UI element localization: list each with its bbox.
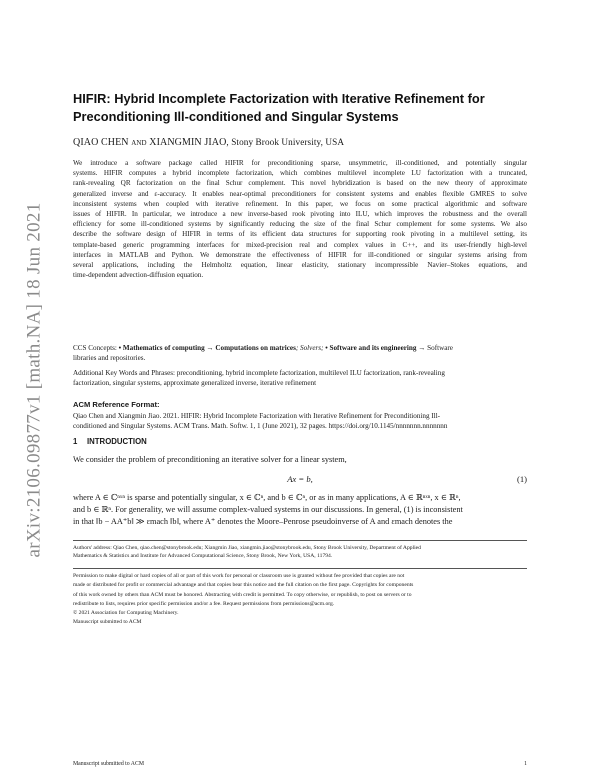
equation-1 [73, 474, 527, 486]
arxiv-stamp: arXiv:2106.09877v1 [math.NA] 18 Jun 2021 [24, 202, 45, 558]
abstract-line: issues of HIFIR. In particular, we introduce a new inverse-based rook pivoting into ILU, which improves the robustness and the overall [73, 210, 527, 219]
permission-notice: Permission to make digital or hard copies of all or part of this work for personal or classroom use is granted without fee provided that copies are not made or distributed for profit or commercial advantage and that copies bear this notice and the full citation on the first page. Copyrights for components of this work owned by others than ACM must be honored. Abstracting with credit is permitted. To copy otherwise, or republish, to post on servers or to redistribute to lists, requires prior specific permission and/or a fee. Request permissions from permissions@acm.org. © 2021 Association for Computing Machinery. Manuscript submitted to ACM [73, 573, 414, 626]
abstract-line: rank-revealing QR factorization on the final Schur complement. This novel hybridization is based on the new theory of approximate [73, 179, 527, 188]
abstract-line: generalized inverse and ε-accuracy. It enables near-optimal preconditioners for consistent systems and enables flexible GMRES to solve [73, 189, 527, 198]
author-names: QIAO CHEN and XIANGMIN JIAO [73, 137, 227, 148]
abstract [73, 158, 527, 280]
abstract-line: time-dependent advection-diffusion equation. [73, 271, 204, 280]
abstract-line: several applications, including the Helmholtz equation, linear elasticity, stationary incompressible Navier–Stokes equations, and [73, 261, 527, 270]
paper-title: HIFIR: Hybrid Incomplete Factorization with Iterative Refinement for Preconditioning Ill-conditioned and Singular Systems [73, 91, 485, 124]
author-line [73, 137, 527, 148]
section-heading [73, 437, 527, 446]
permission-divider [73, 568, 527, 569]
abstract-line: We introduce a software package called HIFIR for preconditioning sparse, unsymmetric, ill-conditioned, and potentially singular [73, 159, 527, 167]
section-title: INTRODUCTION [87, 437, 147, 446]
footnote-divider [73, 540, 527, 541]
intro-paragraph: We consider the problem of preconditioning an iterative solver for a linear system, [73, 455, 347, 464]
abstract-line: systems. HIFIR computes a hybrid incomplete factorization, which combines multilevel incomplete LU factorization with a truncated, [73, 169, 527, 178]
keywords: Additional Key Words and Phrases: preconditioning, hybrid incomplete factorization, multilevel ILU factorization, rank-revealing factorization, singular systems, approximate generalized inverse, iterative refinement [73, 369, 445, 388]
author-affiliation: , Stony Brook University, USA [226, 137, 345, 147]
intro-paragraph-2: where A ∈ ℂⁿˣⁿ is sparse and potentially singular, x ∈ ℂⁿ, and b ∈ ℂⁿ, or as in many applications, A ∈ ℝⁿˣⁿ, x ∈ ℝⁿ, and b ∈ ℝⁿ. For generality, we will assume complex-valued systems in our discussions. In general, (1) is inconsistent in that ‖b − AA⁺b‖ ≫ εmach ‖b‖, where A⁺ denotes the Moore–Penrose pseudoinverse of A and εmach denotes the [73, 493, 463, 526]
authors-address-note: Authors' address: Qiao Chen, qiao.chen@stonybrook.edu; Xiangmin Jiao, xiangmin.jiao@stonybrook.edu, Stony Brook University, Department of Applied Mathematics & Statistics and Institute for Advanced Computational Science, Stony Brook, New York, USA, 11794. [73, 545, 421, 559]
abstract-line: inconsistent systems when coupled with iterative refinement. In this paper, we focus on some practical algorithmic and software [73, 199, 527, 208]
reference-heading: ACM Reference Format: [73, 400, 160, 409]
footer-note: Manuscript submitted to ACM [73, 761, 145, 767]
equation-body: Ax = b, [287, 474, 313, 484]
abstract-line: efficiency for some ill-conditioned systems by significantly reducing the size of the final Schur complement for some systems. We also [73, 220, 527, 229]
section-number: 1 [73, 437, 78, 446]
page-footer [73, 761, 527, 767]
reference-format: Qiao Chen and Xiangmin Jiao. 2021. HIFIR: Hybrid Incomplete Factorization with Iterative Refinement for Preconditioning Ill- conditioned and Singular Systems. ACM Trans. Math. Softw. 1, 1 (June 2021), 32 pages. https://doi.org/10.1145/nnnnnnn.nnnnnnn [73, 411, 527, 431]
equation-number: (1) [516, 474, 527, 484]
ccs-concepts: CCS Concepts: • Mathematics of computing → Computations on matrices; Solvers; • Software and its engineering → Software libraries and repositories. [73, 344, 453, 363]
abstract-line: describe the software design of HIFIR in terms of its efficient data structures for supporting rook pivoting in a multilevel setting, its [73, 230, 527, 239]
doi-link[interactable]: conditioned and Singular Systems. ACM Trans. Math. Softw. 1, 1 (June 2021), 32 pages. https://doi.org/10.1145/nnnnnnn.nnnnnnn [73, 422, 448, 431]
abstract-line: interfaces in MATLAB and Python. We demonstrate the effectiveness of HIFIR for ill-conditioned or singular systems arising from [73, 250, 527, 259]
abstract-line: template-based generic programming interfaces for mixed-precision real and complex values in C++, and its user-friendly high-level [73, 240, 527, 249]
page-number: 1 [524, 761, 527, 767]
